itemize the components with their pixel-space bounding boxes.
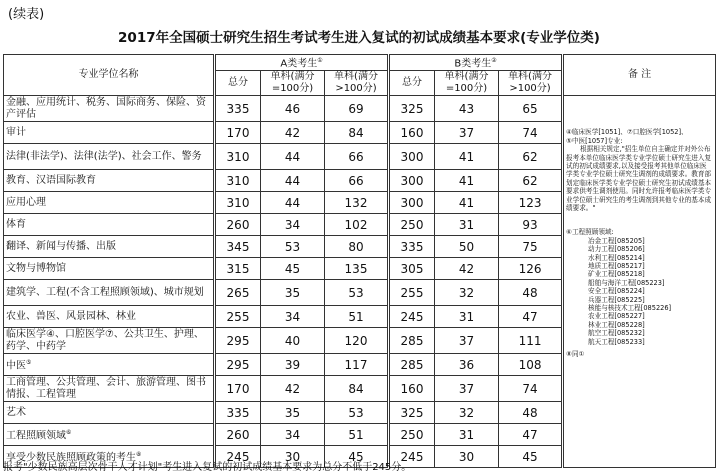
subject-name: 临床医学④、口腔医学⑦、公共卫生、护理、药学、中药学 [4,328,215,354]
a-single100-cell: 42 [261,376,325,402]
notes-header: 备 注 [563,55,716,96]
a-singlegt100-cell: 66 [325,170,389,192]
subject-name: 体育 [4,214,215,236]
a-single100-cell: 35 [261,402,325,424]
a-total-cell: 170 [215,122,261,144]
field-item: 冶金工程[085205] [588,236,645,245]
b-total-cell: 160 [389,376,435,402]
a-singlegt100-cell: 84 [325,376,389,402]
a-total-cell: 310 [215,192,261,214]
a-single100-cell: 46 [261,96,325,122]
subject-name: 翻译、新闻与传播、出版 [4,236,215,258]
a-total-header: 总分 [215,71,261,96]
a-singlegt100-cell: 45 [325,446,389,468]
a-singlegt100-cell: 69 [325,96,389,122]
a-single100-cell: 44 [261,170,325,192]
b-singlegt100-cell: 126 [499,258,563,280]
a-total-cell: 245 [215,446,261,468]
b-total-cell: 285 [389,328,435,354]
a-single100-cell: 30 [261,446,325,468]
b-total-cell: 335 [389,236,435,258]
a-singlegt100-cell: 80 [325,236,389,258]
a-single100-cell: 35 [261,280,325,306]
a-singlegt100-cell: 66 [325,144,389,170]
note8: ⑧同① [566,350,585,359]
field-item: 航空工程[085232] [588,329,645,338]
field-item: 矿业工程[085218] [588,270,645,279]
b-single100-cell: 41 [435,170,499,192]
b-single100-cell: 30 [435,446,499,468]
b-single100-cell: 31 [435,424,499,446]
b-single100-cell: 43 [435,96,499,122]
b-singlegt100-cell: 48 [499,280,563,306]
b-single100-cell: 42 [435,258,499,280]
page-title: 2017年全国硕士研究生招生考试考生进入复试的初试成绩基本要求(专业学位类) [118,30,600,46]
b-singlegt100-cell: 45 [499,446,563,468]
a-single100-header: 单科(满分=100分) [261,71,325,96]
b-single100-cell: 41 [435,144,499,170]
a-total-cell: 170 [215,376,261,402]
b-total-cell: 325 [389,96,435,122]
a-singlegt100-cell: 120 [325,328,389,354]
a-single100-cell: 44 [261,144,325,170]
b-single100-cell: 37 [435,328,499,354]
note4-line2: ⑤中医[1057]专业: [566,136,623,145]
a-single100-cell: 45 [261,258,325,280]
a-total-cell: 315 [215,258,261,280]
a-total-cell: 295 [215,328,261,354]
field-item: 航天工程[085233] [588,337,645,346]
field-item: 地质工程[085217] [588,262,645,271]
b-singlegt100-header: 单科(满分>100分) [499,71,563,96]
a-total-cell: 335 [215,96,261,122]
subject-header: 专业学位名称 [4,55,215,96]
b-total-cell: 300 [389,192,435,214]
b-total-cell: 255 [389,280,435,306]
a-total-cell: 255 [215,306,261,328]
a-singlegt100-cell: 84 [325,122,389,144]
a-singlegt100-header: 单科(满分>100分) [325,71,389,96]
subject-name: 工商管理、公共管理、会计、旅游管理、图书情报、工程管理 [4,376,215,402]
continued-label: (续表) [8,7,45,22]
a-singlegt100-cell: 51 [325,306,389,328]
note6-title: ⑥工程照顾领域: [566,228,614,237]
a-total-cell: 310 [215,170,261,192]
b-singlegt100-cell: 62 [499,144,563,170]
b-single100-cell: 37 [435,376,499,402]
a-single100-cell: 34 [261,214,325,236]
subject-name: 中医⑤ [4,354,215,376]
subject-name: 教育、汉语国际教育 [4,170,215,192]
a-single100-cell: 39 [261,354,325,376]
subject-name: 享受少数民族照顾政策的考生⑧ [4,446,215,468]
b-total-cell: 300 [389,144,435,170]
b-singlegt100-cell: 74 [499,122,563,144]
subject-name: 建筑学、工程(不含工程照顾领域)、城市规划 [4,280,215,306]
a-group-header: A类考生① [215,55,389,71]
b-single100-header: 单科(满分=100分) [435,71,499,96]
b-singlegt100-cell: 108 [499,354,563,376]
b-total-cell: 300 [389,170,435,192]
field-item: 农业工程[085227] [588,312,645,321]
a-total-cell: 260 [215,424,261,446]
a-singlegt100-cell: 53 [325,402,389,424]
b-single100-cell: 32 [435,280,499,306]
a-total-cell: 295 [215,354,261,376]
b-singlegt100-cell: 74 [499,376,563,402]
b-single100-cell: 32 [435,402,499,424]
b-single100-cell: 37 [435,122,499,144]
a-single100-cell: 40 [261,328,325,354]
b-total-cell: 245 [389,446,435,468]
b-single100-cell: 31 [435,214,499,236]
subject-name: 艺术 [4,402,215,424]
a-singlegt100-cell: 51 [325,424,389,446]
b-total-cell: 160 [389,122,435,144]
a-total-cell: 310 [215,144,261,170]
footnote: 报考"少数民族高层次骨干人才计划"考生进入复试的初试成绩基本要求为总分不低于245分。 [3,462,412,473]
a-total-cell: 335 [215,402,261,424]
a-singlegt100-cell: 135 [325,258,389,280]
field-item: 核能与核技术工程[085226] [588,304,672,313]
subject-name: 应用心理 [4,192,215,214]
b-single100-cell: 50 [435,236,499,258]
field-item: 动力工程[085206] [588,245,645,254]
b-single100-cell: 31 [435,306,499,328]
field-item: 林业工程[085228] [588,320,645,329]
subject-name: 法律(非法学)、法律(法学)、社会工作、警务 [4,144,215,170]
a-single100-cell: 53 [261,236,325,258]
a-single100-cell: 34 [261,306,325,328]
a-total-cell: 260 [215,214,261,236]
a-total-cell: 345 [215,236,261,258]
b-total-cell: 250 [389,424,435,446]
table-row [4,96,716,122]
a-single100-cell: 42 [261,122,325,144]
field-item: 水利工程[085214] [588,253,645,262]
a-total-cell: 265 [215,280,261,306]
a-singlegt100-cell: 53 [325,280,389,306]
field-item: 兵器工程[085225] [588,295,645,304]
subject-name: 工程照顾领域⑥ [4,424,215,446]
score-table [3,54,716,468]
b-singlegt100-cell: 65 [499,96,563,122]
notes-cell [563,96,716,468]
b-total-header: 总分 [389,71,435,96]
b-total-cell: 325 [389,402,435,424]
a-singlegt100-cell: 102 [325,214,389,236]
field-item: 船舶与海洋工程[085223] [588,278,665,287]
subject-name: 文物与博物馆 [4,258,215,280]
b-singlegt100-cell: 47 [499,306,563,328]
b-singlegt100-cell: 93 [499,214,563,236]
b-total-cell: 305 [389,258,435,280]
b-single100-cell: 41 [435,192,499,214]
b-singlegt100-cell: 48 [499,402,563,424]
b-singlegt100-cell: 62 [499,170,563,192]
b-total-cell: 245 [389,306,435,328]
a-single100-cell: 34 [261,424,325,446]
a-single100-cell: 44 [261,192,325,214]
b-group-header: B类考生② [389,55,563,71]
b-singlegt100-cell: 47 [499,424,563,446]
note4-text: 根据相关规定,"招生单位自主确定并对外公布报考本单位临床医学类专业学位硕士研究生进入复试的初试成绩要求,以及接受报考其他单位临床医学类专业学位硕士研究生调剂的成绩要求。教育部划定临床医学类专业学位硕士研究生初试成绩基本要求供考生调剂使用。同时允许报考临床医学类专业学位硕士研究生的考生调剂到其他专业的基本成绩要求。" [566,145,712,212]
subject-name: 审计 [4,122,215,144]
a-singlegt100-cell: 132 [325,192,389,214]
a-singlegt100-cell: 117 [325,354,389,376]
b-total-cell: 285 [389,354,435,376]
b-singlegt100-cell: 123 [499,192,563,214]
subject-name: 农业、兽医、风景园林、林业 [4,306,215,328]
field-item: 安全工程[085224] [588,287,645,296]
b-single100-cell: 36 [435,354,499,376]
b-total-cell: 250 [389,214,435,236]
note4-line1: ④临床医学[1051]、⑦口腔医学[1052]、 [566,128,688,137]
b-singlegt100-cell: 111 [499,328,563,354]
b-singlegt100-cell: 75 [499,236,563,258]
subject-name: 金融、应用统计、税务、国际商务、保险、资产评估 [4,96,215,122]
